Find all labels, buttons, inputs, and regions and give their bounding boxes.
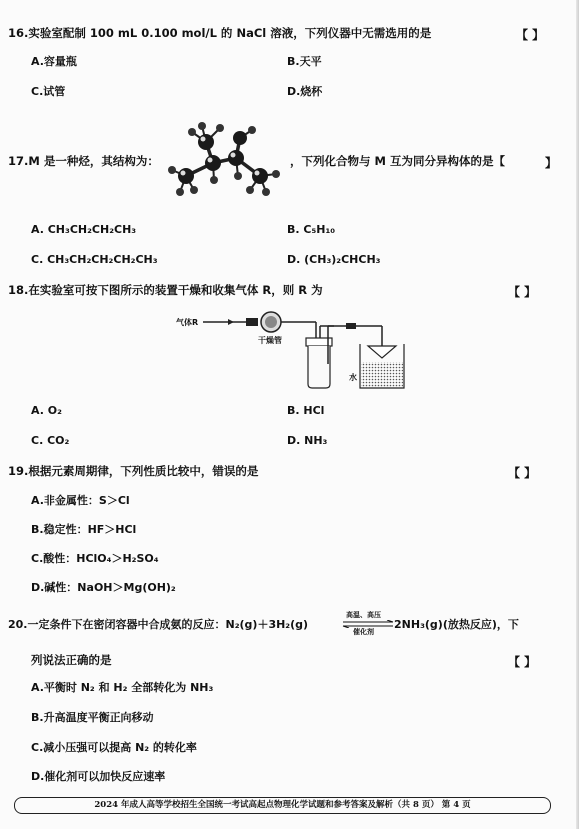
q20-option-d: D.催化剂可以加快反应速率 — [31, 770, 166, 783]
hydrocarbon-ball-stick-model — [158, 118, 288, 210]
q19-option-c: C.酸性：HClO₄＞H₂SO₄ — [31, 552, 159, 565]
q20-condition-bottom: 催化剂 — [353, 628, 374, 636]
q20-stem-post: 2NH₃(g)(放热反应)，下 — [394, 618, 519, 631]
q16-option-a: A.容量瓶 — [31, 55, 77, 68]
q17-option-d: D. (CH₃)₂CHCH₃ — [287, 253, 381, 266]
q20-answer-bracket: 【 】 — [508, 655, 537, 669]
drying-tube-label: 干燥管 — [258, 336, 282, 345]
q20-option-c: C.减小压强可以提高 N₂ 的转化率 — [31, 741, 197, 754]
q16-answer-bracket: 【 】 — [516, 28, 545, 42]
q17-option-b: B. C₅H₁₀ — [287, 223, 336, 236]
q19-option-b: B.稳定性：HF＞HCl — [31, 523, 137, 536]
q17-stem-pre: 17.M 是一种烃，其结构为： — [8, 154, 159, 168]
q18-option-c: C. CO₂ — [31, 434, 70, 447]
q18-option-a: A. O₂ — [31, 404, 62, 417]
q20-option-a: A.平衡时 N₂ 和 H₂ 全部转化为 NH₃ — [31, 681, 214, 694]
page-footer: 2024 年成人高等学校招生全国统一考试高起点物理化学试题和参考答案及解析（共 8 页） 第 4 页 — [14, 797, 551, 814]
q18-option-b: B. HCl — [287, 404, 325, 417]
q16-option-d: D.烧杯 — [287, 85, 323, 98]
gas-r-label: 气体R — [176, 318, 199, 327]
q18-option-d: D. NH₃ — [287, 434, 328, 447]
q19-stem: 19.根据元素周期律，下列性质比较中，错误的是 — [8, 464, 259, 478]
q18-stem: 18.在实验室可按下图所示的装置干燥和收集气体 R，则 R 为 — [8, 283, 323, 297]
q20-stem-line2: 列说法正确的是 — [31, 653, 112, 667]
q19-answer-bracket: 【 】 — [508, 466, 537, 480]
q17-stem-post: ，下列化合物与 M 互为同分异构体的是【 — [290, 154, 505, 168]
q20-option-b: B.升高温度平衡正向移动 — [31, 711, 154, 724]
q19-option-a: A.非金属性：S＞Cl — [31, 494, 130, 507]
water-label: 水 — [349, 373, 357, 382]
q17-option-c: C. CH₃CH₂CH₂CH₂CH₃ — [31, 253, 158, 266]
q20-condition-top: 高温、高压 — [346, 611, 381, 619]
q18-answer-bracket: 【 】 — [508, 285, 537, 299]
q16-option-c: C.试管 — [31, 85, 66, 98]
q17-answer-bracket: 】 — [545, 156, 558, 170]
q20-stem-pre: 20.一定条件下在密闭容器中合成氨的反应：N₂(g)＋3H₂(g) — [8, 618, 309, 631]
q19-option-d: D.碱性：NaOH＞Mg(OH)₂ — [31, 581, 176, 594]
equilibrium-arrow-icon — [342, 620, 394, 628]
drying-collection-apparatus — [170, 306, 410, 394]
q16-stem: 16.实验室配制 100 mL 0.100 mol/L 的 NaCl 溶液，下列仪器中无需选用的是 — [8, 26, 432, 40]
q16-option-b: B.天平 — [287, 55, 322, 68]
q17-option-a: A. CH₃CH₂CH₂CH₃ — [31, 223, 137, 236]
